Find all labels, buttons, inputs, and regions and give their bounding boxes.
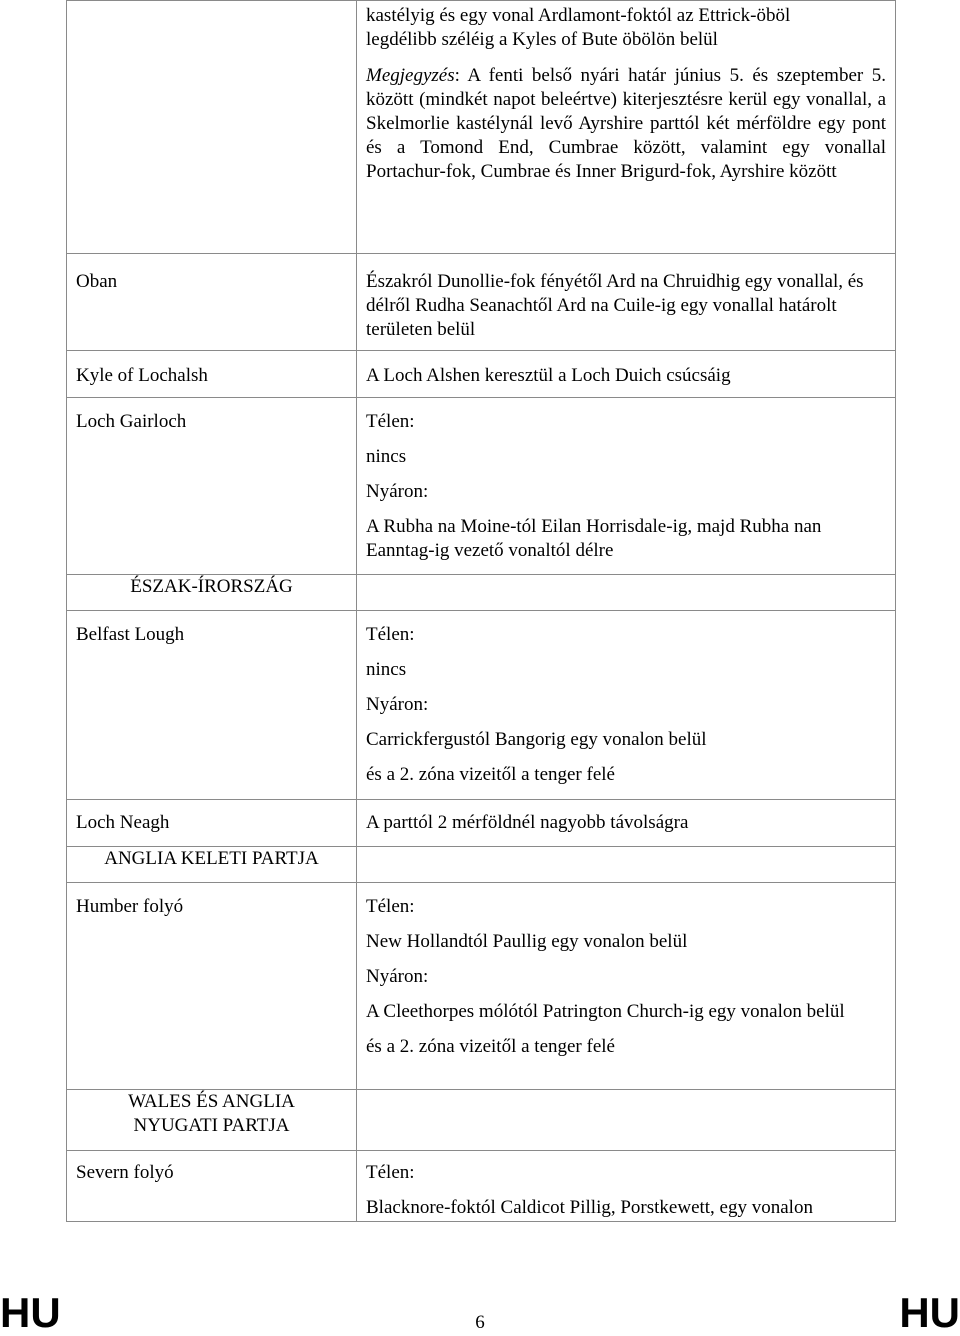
zone-cell [357, 398, 896, 575]
table-row-neagh [67, 800, 896, 847]
summer-label: Nyáron: [366, 694, 429, 715]
place-name: Oban [76, 271, 118, 292]
water-zones-table [66, 0, 896, 1222]
place-cell [67, 351, 357, 398]
winter-label: Télen: [366, 411, 415, 432]
winter-label: Télen: [366, 1162, 415, 1183]
place-name: Belfast Lough [76, 624, 185, 645]
note-paragraph [366, 64, 886, 184]
place-name: Loch Neagh [76, 812, 170, 833]
place-cell [67, 254, 357, 351]
place-cell [67, 800, 357, 847]
winter-label: Télen: [366, 624, 415, 645]
place-name: Loch Gairloch [76, 411, 187, 432]
summer-label: Nyáron: [366, 966, 429, 987]
table-row-gairloch [67, 398, 896, 575]
zone-text: A parttól 2 mérföldnél nagyobb távolságra [366, 812, 689, 833]
country-mark-left: HU [0, 1289, 61, 1336]
winter-text: Blacknore-foktól Caldicot Pillig, Porstkewett, egy vonalon [366, 1197, 813, 1218]
place-name: Kyle of Lochalsh [76, 365, 208, 386]
summer-text: A Cleethorpes mólótól Patrington Church-ig egy vonalon belül [366, 1001, 845, 1022]
zone-cell [357, 611, 896, 800]
extra-text: és a 2. zóna vizeitől a tenger felé [366, 1036, 615, 1057]
continuation-line-2: legdélibb széléig a Kyles of Bute öbölön belül [366, 29, 718, 50]
section-heading-line-1: WALES ÉS ANGLIA [128, 1091, 295, 1112]
zone-cell [357, 351, 896, 398]
section-blank-cell [357, 575, 896, 611]
table-row-oban [67, 254, 896, 351]
place-cell [67, 883, 357, 1090]
section-blank-cell [357, 847, 896, 883]
zone-cell [357, 800, 896, 847]
zone-cell [357, 1151, 896, 1222]
place-cell [67, 1151, 357, 1222]
place-name: Humber folyó [76, 896, 184, 917]
zone-text: Északról Dunollie-fok fényétől Ard na Chruidhig egy vonallal, és délről Rudha Seanachtől Ard na Cuile-ig egy vonallal határolt területen belül [366, 271, 864, 340]
winter-text: nincs [366, 659, 407, 680]
table-row-kyle [67, 351, 896, 398]
continuation-line-1: kastélyig és egy vonal Ardlamont-foktól az Ettrick-öböl [366, 5, 791, 26]
place-cell-empty [67, 1, 357, 254]
note-text: : A fenti belső nyári határ június 5. és szeptember 5. között (mindkét napot beleértve) kiterjesztésre kerül egy vonallal, a Skelmorlie kastélynál levő Ayrshire parttól két mérföldre egy pont és a Tomond End, Cumbrae között, valamint egy vonallal Portachur-fok, Cumbrae és Inner Brigurd-fok, Ayrshire között [366, 65, 886, 182]
winter-text: nincs [366, 446, 407, 467]
place-name: Severn folyó [76, 1162, 174, 1183]
summer-text: Carrickfergustól Bangorig egy vonalon belül [366, 729, 707, 750]
section-heading: ÉSZAK-ÍRORSZÁG [67, 575, 357, 611]
table-row-severn [67, 1151, 896, 1222]
table-row-belfast [67, 611, 896, 800]
section-row-east-coast [67, 847, 896, 883]
note-label: Megjegyzés [366, 65, 455, 86]
zone-text: A Loch Alshen keresztül a Loch Duich csúcsáig [366, 365, 731, 386]
winter-text: New Hollandtól Paullig egy vonalon belül [366, 931, 688, 952]
zone-cell [357, 254, 896, 351]
zone-cell-continuation [357, 1, 896, 254]
zone-cell [357, 883, 896, 1090]
section-heading-line-2: NYUGATI PARTJA [133, 1115, 290, 1136]
table-row-top-continuation [67, 1, 896, 254]
place-cell [67, 611, 357, 800]
summer-label: Nyáron: [366, 481, 429, 502]
table-row-humber [67, 883, 896, 1090]
place-cell [67, 398, 357, 575]
summer-text: A Rubha na Moine-tól Eilan Horrisdale-ig, majd Rubha nan Eanntag-ig vezető vonaltól délre [366, 516, 822, 561]
winter-label: Télen: [366, 896, 415, 917]
extra-text: és a 2. zóna vizeitől a tenger felé [366, 764, 615, 785]
section-heading: ANGLIA KELETI PARTJA [67, 847, 357, 883]
section-heading [67, 1090, 357, 1151]
section-blank-cell [357, 1090, 896, 1151]
section-row-northern-ireland [67, 575, 896, 611]
country-mark-right: HU [899, 1289, 960, 1336]
page-number: 6 [475, 1312, 485, 1333]
section-row-west-coast [67, 1090, 896, 1151]
